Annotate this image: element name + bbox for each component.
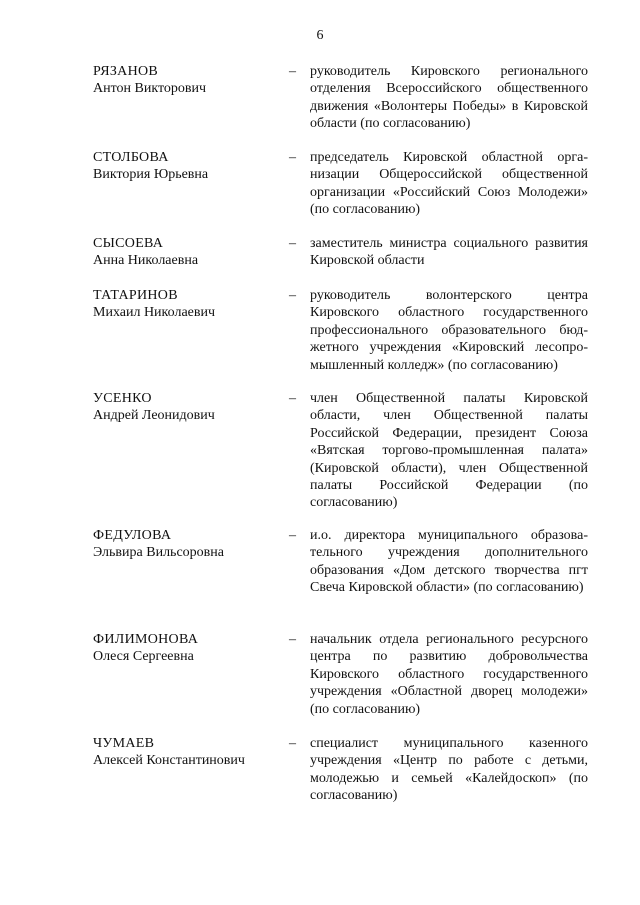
member-surname: СТОЛБОВА (93, 150, 169, 165)
member-name-block (93, 287, 283, 321)
member-role: и.о. директора муниципального образовательного учреждения дополнительного образования «Дом детского творчества пгт Свеча Кировской области» (по согласованию) (310, 528, 588, 596)
member-role: руководитель волонтерского центра Кировского областного государственного профессионального образовательного бюджетного учреждения «Кировский лесопромышленный колледж» (по согласованию) (310, 288, 588, 373)
member-role: член Общественной палаты Кировской области, член Общественной палаты Российской Федерации, президент Союза «Вятская торгово-промышленная палата» (Кировской области), член Общественной палаты Российской Федерации (по согласованию) (310, 391, 588, 511)
member-given-names: Олеся Сергеевна (93, 649, 194, 664)
member-surname: ФИЛИМОНОВА (93, 632, 199, 647)
member-given-names: Алексей Константинович (93, 753, 245, 768)
entry-dash: – (289, 736, 296, 751)
member-name-block (93, 390, 283, 424)
member-given-names: Эльвира Вильсоровна (93, 545, 224, 560)
member-name-block (93, 63, 283, 97)
member-given-names: Антон Викторович (93, 81, 207, 96)
member-given-names: Михаил Николаевич (93, 305, 216, 320)
entry-dash: – (289, 632, 296, 647)
member-given-names: Виктория Юрьевна (93, 167, 209, 182)
entry-dash: – (289, 236, 296, 251)
entry-dash: – (289, 150, 296, 165)
member-surname: ФЕДУЛОВА (93, 528, 172, 543)
member-given-names: Анна Николаевна (93, 253, 199, 268)
member-surname: ЧУМАЕВ (93, 736, 155, 751)
member-role: специалист муниципального казенного учреждения «Центр по работе с детьми, молодежью и семьей «Калейдоскоп» (по согласованию) (310, 736, 588, 804)
member-name-block (93, 149, 283, 183)
member-role: заместитель министра социального развития Кировской области (310, 236, 588, 269)
member-role: начальник отдела регионального ресурсного центра по развитию добровольчества Кировского областного государственного учреждения «Областной дворец молодежи» (по согласованию) (310, 632, 588, 717)
member-name-block (93, 735, 283, 769)
member-surname: РЯЗАНОВ (93, 64, 159, 79)
member-name-block (93, 235, 283, 269)
member-name-block (93, 527, 283, 561)
member-role: председатель Кировской областной организации Общероссийской общественной организации «Российский Союз Молодежи» (по согласованию) (310, 150, 588, 218)
member-surname: ТАТАРИНОВ (93, 288, 178, 303)
entry-dash: – (289, 288, 296, 303)
entry-dash: – (289, 528, 296, 543)
member-surname: СЫСОЕВА (93, 236, 164, 251)
entry-dash: – (289, 391, 296, 406)
entry-dash: – (289, 64, 296, 79)
page-number: 6 (316, 28, 324, 43)
member-surname: УСЕНКО (93, 391, 152, 406)
member-role: руководитель Кировского регионального отделения Всероссийского общественного движения «Волонтеры Победы» в Кировской области (по согласованию) (310, 64, 588, 132)
member-given-names: Андрей Леонидович (93, 408, 215, 423)
member-name-block (93, 631, 283, 665)
